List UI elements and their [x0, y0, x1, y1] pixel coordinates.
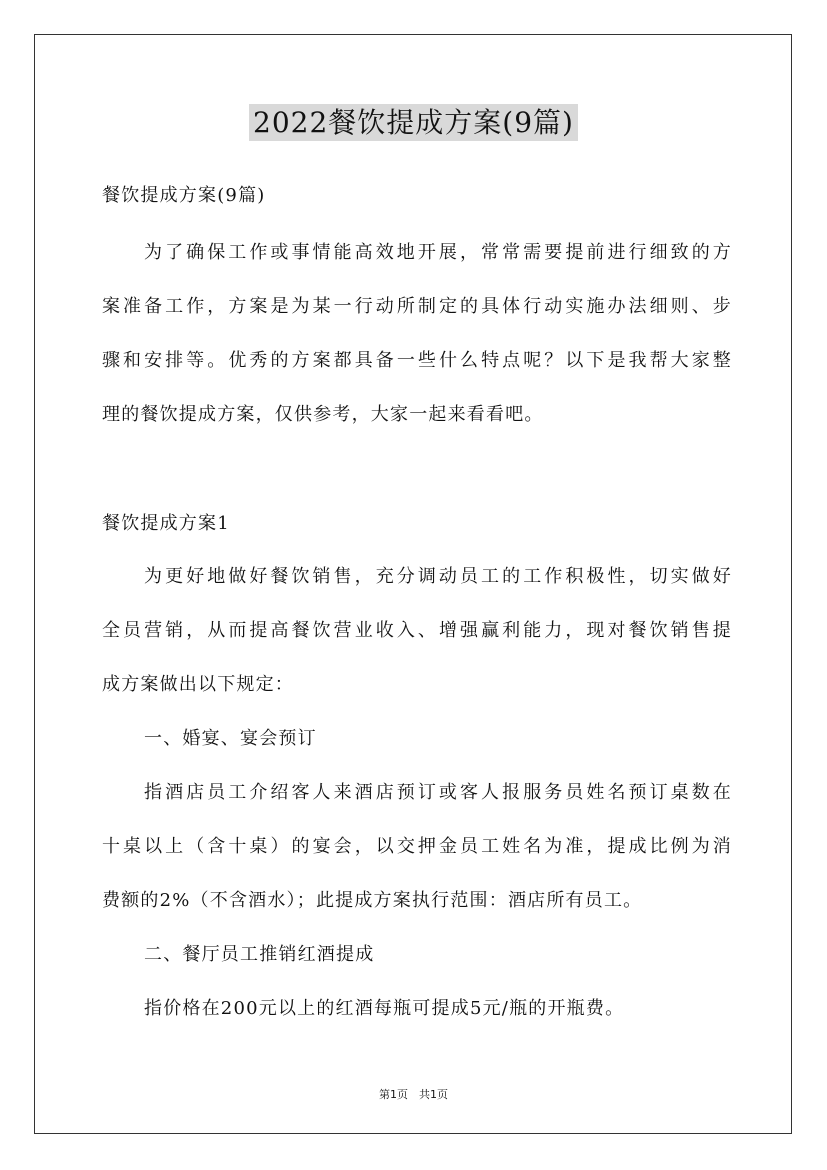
page-footer: 第1页 共1页: [379, 1088, 448, 1101]
section-paragraph-line: 为更好地做好餐饮销售，充分调动员工的工作积极性，切实做好: [144, 566, 732, 587]
section-heading: 餐饮提成方案1: [102, 513, 230, 534]
section-paragraph-line: 全员营销，从而提高餐饮营业收入、增强赢利能力，现对餐饮销售提: [102, 620, 732, 641]
item-paragraph-line: 十桌以上（含十桌）的宴会，以交押金员工姓名为准，提成比例为消: [102, 836, 732, 857]
document-title-wrap: [0, 101, 827, 141]
intro-line: 骤和安排等。优秀的方案都具备一些什么特点呢？以下是我帮大家整: [102, 350, 732, 371]
intro-line: 为了确保工作或事情能高效地开展，常常需要提前进行细致的方: [144, 242, 732, 263]
intro-line: 理的餐饮提成方案，仅供参考，大家一起来看看吧。: [102, 404, 544, 425]
intro-line: 案准备工作，方案是为某一行动所制定的具体行动实施办法细则、步: [102, 296, 732, 317]
item-paragraph-line: 指价格在200元以上的红酒每瓶可提成5元/瓶的开瓶费。: [144, 998, 625, 1019]
item-paragraph-line: 费额的2%（不含酒水）；此提成方案执行范围：酒店所有员工。: [102, 890, 643, 911]
section-paragraph-line: 成方案做出以下规定：: [102, 674, 294, 695]
document-title: 2022餐饮提成方案(9篇): [249, 104, 578, 141]
document-subtitle: 餐饮提成方案(9篇): [102, 185, 266, 206]
item-paragraph-line: 指酒店员工介绍客人来酒店预订或客人报服务员姓名预订桌数在: [144, 782, 732, 803]
item-heading: 二、餐厅员工推销红酒提成: [144, 944, 375, 965]
item-heading: 一、婚宴、宴会预订: [144, 728, 317, 749]
